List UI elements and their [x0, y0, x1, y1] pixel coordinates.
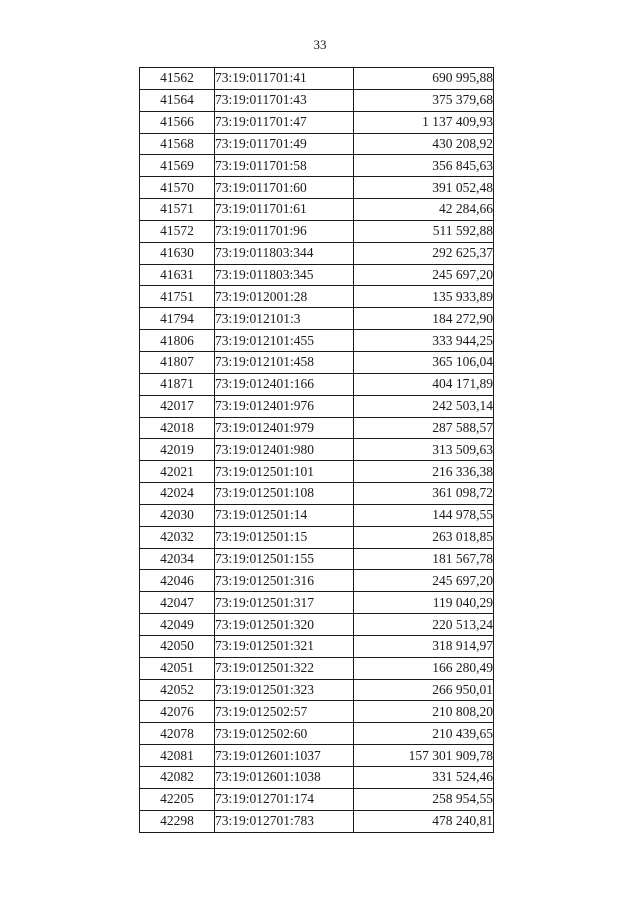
cadastral-value-cell: 478 240,81 — [354, 810, 494, 832]
cadastral-value-cell: 313 509,63 — [354, 439, 494, 461]
table-row — [140, 417, 494, 439]
row-number-cell: 41630 — [140, 242, 215, 264]
cadastral-number-cell: 73:19:011701:60 — [215, 177, 354, 199]
row-number-cell: 41571 — [140, 199, 215, 221]
cadastral-value-cell: 135 933,89 — [354, 286, 494, 308]
row-number-cell: 41568 — [140, 133, 215, 155]
table-row — [140, 111, 494, 133]
cadastral-number-cell: 73:19:011701:61 — [215, 199, 354, 221]
table-row — [140, 767, 494, 789]
row-number-cell: 42018 — [140, 417, 215, 439]
row-number-cell: 41566 — [140, 111, 215, 133]
table-row — [140, 177, 494, 199]
cadastral-value-cell: 263 018,85 — [354, 526, 494, 548]
row-number-cell: 42050 — [140, 635, 215, 657]
table-row — [140, 701, 494, 723]
row-number-cell: 42082 — [140, 767, 215, 789]
table-row — [140, 373, 494, 395]
cadastral-value-cell: 511 592,88 — [354, 220, 494, 242]
cadastral-value-table — [139, 67, 494, 833]
table-row — [140, 570, 494, 592]
row-number-cell: 41631 — [140, 264, 215, 286]
table-row — [140, 635, 494, 657]
table-row — [140, 308, 494, 330]
table-row — [140, 155, 494, 177]
cadastral-value-cell: 210 439,65 — [354, 723, 494, 745]
cadastral-number-cell: 73:19:012401:976 — [215, 395, 354, 417]
table-row — [140, 788, 494, 810]
row-number-cell: 41570 — [140, 177, 215, 199]
cadastral-number-cell: 73:19:012501:323 — [215, 679, 354, 701]
cadastral-value-cell: 356 845,63 — [354, 155, 494, 177]
cadastral-number-cell: 73:19:011701:49 — [215, 133, 354, 155]
table-row — [140, 461, 494, 483]
table-row — [140, 723, 494, 745]
cadastral-value-cell: 242 503,14 — [354, 395, 494, 417]
row-number-cell: 41871 — [140, 373, 215, 395]
cadastral-number-cell: 73:19:012101:455 — [215, 330, 354, 352]
cadastral-number-cell: 73:19:012501:321 — [215, 635, 354, 657]
row-number-cell: 42021 — [140, 461, 215, 483]
cadastral-number-cell: 73:19:012502:60 — [215, 723, 354, 745]
row-number-cell: 42049 — [140, 614, 215, 636]
table-row — [140, 548, 494, 570]
cadastral-value-cell: 375 379,68 — [354, 89, 494, 111]
row-number-cell: 41806 — [140, 330, 215, 352]
cadastral-number-cell: 73:19:011701:58 — [215, 155, 354, 177]
row-number-cell: 42205 — [140, 788, 215, 810]
cadastral-number-cell: 73:19:012501:316 — [215, 570, 354, 592]
table-row — [140, 351, 494, 373]
table-body — [140, 68, 494, 833]
cadastral-number-cell: 73:19:012501:155 — [215, 548, 354, 570]
table-row — [140, 330, 494, 352]
cadastral-number-cell: 73:19:012502:57 — [215, 701, 354, 723]
cadastral-number-cell: 73:19:012701:174 — [215, 788, 354, 810]
table-row — [140, 810, 494, 832]
cadastral-value-cell: 1 137 409,93 — [354, 111, 494, 133]
cadastral-value-cell: 318 914,97 — [354, 635, 494, 657]
table-row — [140, 657, 494, 679]
table-row — [140, 483, 494, 505]
row-number-cell: 41751 — [140, 286, 215, 308]
table-row — [140, 439, 494, 461]
cadastral-value-cell: 292 625,37 — [354, 242, 494, 264]
row-number-cell: 41569 — [140, 155, 215, 177]
cadastral-number-cell: 73:19:011701:43 — [215, 89, 354, 111]
cadastral-value-cell: 404 171,89 — [354, 373, 494, 395]
row-number-cell: 42017 — [140, 395, 215, 417]
cadastral-value-cell: 210 808,20 — [354, 701, 494, 723]
table-row — [140, 395, 494, 417]
row-number-cell: 42019 — [140, 439, 215, 461]
cadastral-number-cell: 73:19:012501:14 — [215, 504, 354, 526]
cadastral-number-cell: 73:19:012501:322 — [215, 657, 354, 679]
table-row — [140, 242, 494, 264]
cadastral-value-cell: 365 106,04 — [354, 351, 494, 373]
row-number-cell: 42051 — [140, 657, 215, 679]
row-number-cell: 41564 — [140, 89, 215, 111]
row-number-cell: 41794 — [140, 308, 215, 330]
cadastral-number-cell: 73:19:012501:15 — [215, 526, 354, 548]
cadastral-value-cell: 166 280,49 — [354, 657, 494, 679]
cadastral-number-cell: 73:19:011803:344 — [215, 242, 354, 264]
cadastral-value-cell: 333 944,25 — [354, 330, 494, 352]
cadastral-number-cell: 73:19:012001:28 — [215, 286, 354, 308]
row-number-cell: 41572 — [140, 220, 215, 242]
table-row — [140, 592, 494, 614]
cadastral-value-cell: 391 052,48 — [354, 177, 494, 199]
cadastral-value-cell: 361 098,72 — [354, 483, 494, 505]
cadastral-value-cell: 157 301 909,78 — [354, 745, 494, 767]
table-row — [140, 504, 494, 526]
table-row — [140, 220, 494, 242]
cadastral-value-cell: 245 697,20 — [354, 570, 494, 592]
row-number-cell: 42032 — [140, 526, 215, 548]
row-number-cell: 42076 — [140, 701, 215, 723]
table-row — [140, 614, 494, 636]
cadastral-number-cell: 73:19:011701:47 — [215, 111, 354, 133]
cadastral-number-cell: 73:19:012601:1037 — [215, 745, 354, 767]
table-row — [140, 286, 494, 308]
row-number-cell: 42298 — [140, 810, 215, 832]
cadastral-number-cell: 73:19:012401:979 — [215, 417, 354, 439]
table-row — [140, 679, 494, 701]
cadastral-value-cell: 144 978,55 — [354, 504, 494, 526]
cadastral-number-cell: 73:19:012701:783 — [215, 810, 354, 832]
row-number-cell: 41807 — [140, 351, 215, 373]
cadastral-value-cell: 331 524,46 — [354, 767, 494, 789]
cadastral-number-cell: 73:19:012101:3 — [215, 308, 354, 330]
cadastral-value-cell: 690 995,88 — [354, 68, 494, 90]
row-number-cell: 42081 — [140, 745, 215, 767]
cadastral-number-cell: 73:19:012601:1038 — [215, 767, 354, 789]
cadastral-value-cell: 42 284,66 — [354, 199, 494, 221]
cadastral-number-cell: 73:19:012501:108 — [215, 483, 354, 505]
table-row — [140, 89, 494, 111]
cadastral-value-cell: 216 336,38 — [354, 461, 494, 483]
cadastral-value-cell: 266 950,01 — [354, 679, 494, 701]
row-number-cell: 42024 — [140, 483, 215, 505]
cadastral-number-cell: 73:19:012501:317 — [215, 592, 354, 614]
cadastral-value-cell: 119 040,29 — [354, 592, 494, 614]
cadastral-value-cell: 430 208,92 — [354, 133, 494, 155]
row-number-cell: 42030 — [140, 504, 215, 526]
row-number-cell: 42046 — [140, 570, 215, 592]
page-number: 33 — [313, 37, 327, 52]
cadastral-number-cell: 73:19:012401:166 — [215, 373, 354, 395]
table-row — [140, 264, 494, 286]
cadastral-value-cell: 220 513,24 — [354, 614, 494, 636]
cadastral-number-cell: 73:19:011803:345 — [215, 264, 354, 286]
cadastral-number-cell: 73:19:011701:96 — [215, 220, 354, 242]
table-row — [140, 526, 494, 548]
cadastral-number-cell: 73:19:012401:980 — [215, 439, 354, 461]
row-number-cell: 42078 — [140, 723, 215, 745]
row-number-cell: 42052 — [140, 679, 215, 701]
cadastral-number-cell: 73:19:012501:320 — [215, 614, 354, 636]
cadastral-value-cell: 181 567,78 — [354, 548, 494, 570]
row-number-cell: 41562 — [140, 68, 215, 90]
row-number-cell: 42047 — [140, 592, 215, 614]
table-row — [140, 745, 494, 767]
cadastral-value-cell: 184 272,90 — [354, 308, 494, 330]
cadastral-number-cell: 73:19:012101:458 — [215, 351, 354, 373]
cadastral-value-cell: 245 697,20 — [354, 264, 494, 286]
cadastral-number-cell: 73:19:012501:101 — [215, 461, 354, 483]
cadastral-value-cell: 287 588,57 — [354, 417, 494, 439]
table-row — [140, 199, 494, 221]
table-row — [140, 133, 494, 155]
cadastral-value-cell: 258 954,55 — [354, 788, 494, 810]
table-row — [140, 68, 494, 90]
cadastral-number-cell: 73:19:011701:41 — [215, 68, 354, 90]
row-number-cell: 42034 — [140, 548, 215, 570]
